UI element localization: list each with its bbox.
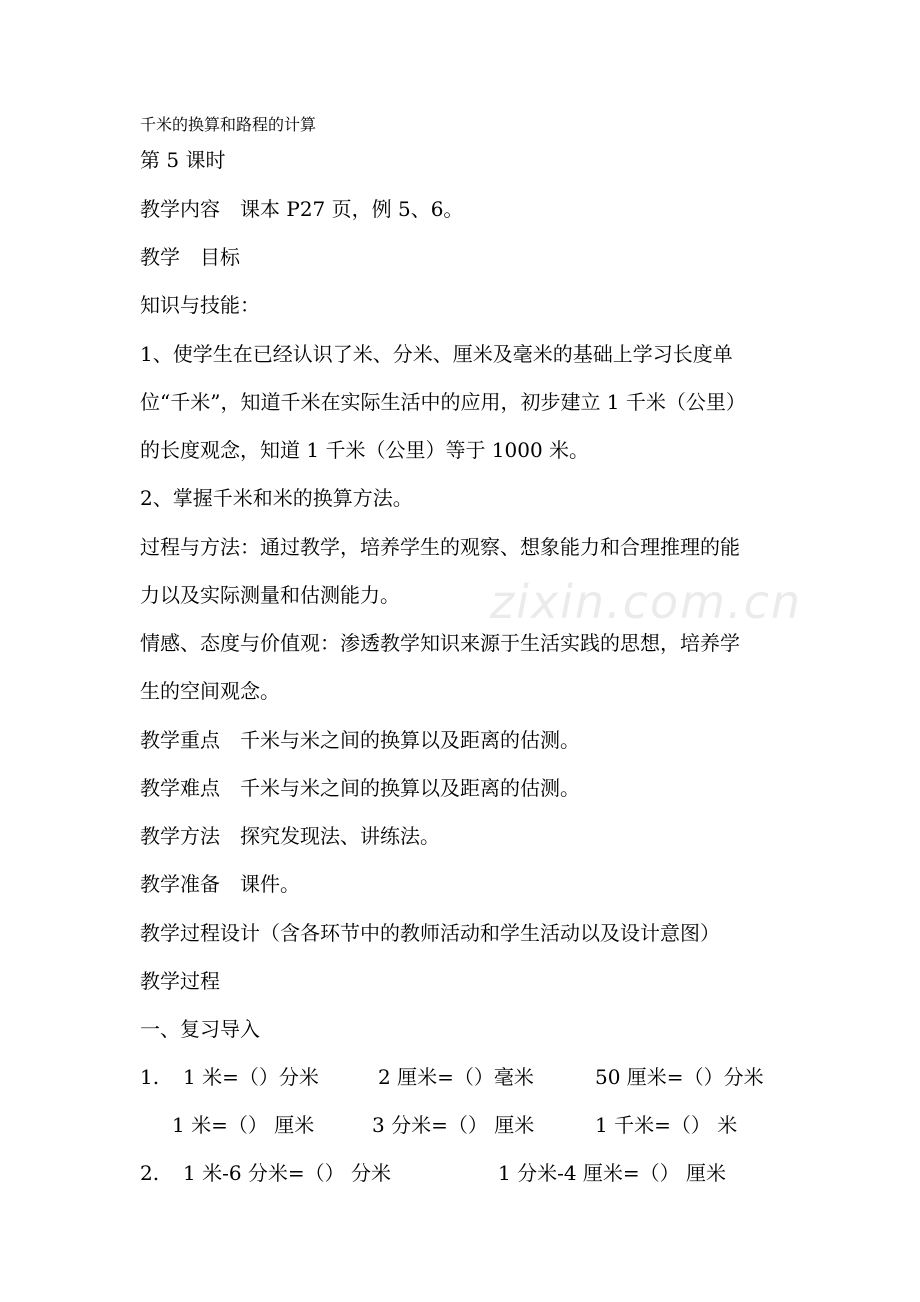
exercise-2-number: 2. <box>140 1161 160 1185</box>
difficulty: 教学难点 千米与米之间的换算以及距离的估测。 <box>140 776 580 800</box>
exercise-1-number: 1. <box>140 1065 160 1089</box>
exercise-1-item-b: 2 厘米=（）毫米 <box>378 1065 534 1089</box>
knowledge-heading: 知识与技能： <box>140 293 260 317</box>
exercise-1-item-c: 50 厘米=（）分米 <box>595 1065 764 1089</box>
objective-item-1-line-3: 的长度观念，知道 1 千米（公里）等于 1000 米。 <box>140 438 590 462</box>
exercise-2-item-a: 1 米-6 分米=（） 分米 <box>183 1161 392 1185</box>
exercise-1-item-d: 1 米=（） 厘米 <box>172 1113 315 1137</box>
objective-item-1-line-1: 1、使学生在已经认识了米、分米、厘米及毫米的基础上学习长度单 <box>140 342 733 366</box>
exercise-2-item-b: 1 分米-4 厘米=（） 厘米 <box>498 1161 727 1185</box>
exercise-1-item-f: 1 千米=（） 米 <box>595 1113 738 1137</box>
teaching-content: 教学内容 课本 P27 页，例 5、6。 <box>140 197 464 221</box>
document-title: 千米的换算和路程的计算 <box>140 115 317 134</box>
exercise-1-item-e: 3 分米=（） 厘米 <box>372 1113 535 1137</box>
lesson-number: 第 5 课时 <box>140 148 226 172</box>
key-point: 教学重点 千米与米之间的换算以及距离的估测。 <box>140 728 580 752</box>
objectives-heading: 教学 目标 <box>140 245 240 269</box>
teaching-method: 教学方法 探究发现法、讲练法。 <box>140 824 440 848</box>
teaching-preparation: 教学准备 课件。 <box>140 872 300 896</box>
process-heading: 教学过程 <box>140 969 220 993</box>
process-method-line-2: 力以及实际测量和估测能力。 <box>140 583 400 607</box>
watermark: zixin.com.cn <box>490 575 803 629</box>
exercise-1-item-a: 1 米=（）分米 <box>183 1065 319 1089</box>
emotion-values-line-2: 生的空间观念。 <box>140 679 280 703</box>
process-method-line-1: 过程与方法：通过教学，培养学生的观察、想象能力和合理推理的能 <box>140 535 740 559</box>
objective-item-2: 2、掌握千米和米的换算方法。 <box>140 486 413 510</box>
objective-item-1-line-2: 位“千米”，知道千米在实际生活中的应用，初步建立 1 千米（公里） <box>140 390 746 414</box>
process-design: 教学过程设计（含各环节中的教师活动和学生活动以及设计意图） <box>140 921 720 945</box>
emotion-values-line-1: 情感、态度与价值观：渗透教学知识来源于生活实践的思想，培养学 <box>140 631 740 655</box>
review-heading: 一、复习导入 <box>140 1017 260 1041</box>
